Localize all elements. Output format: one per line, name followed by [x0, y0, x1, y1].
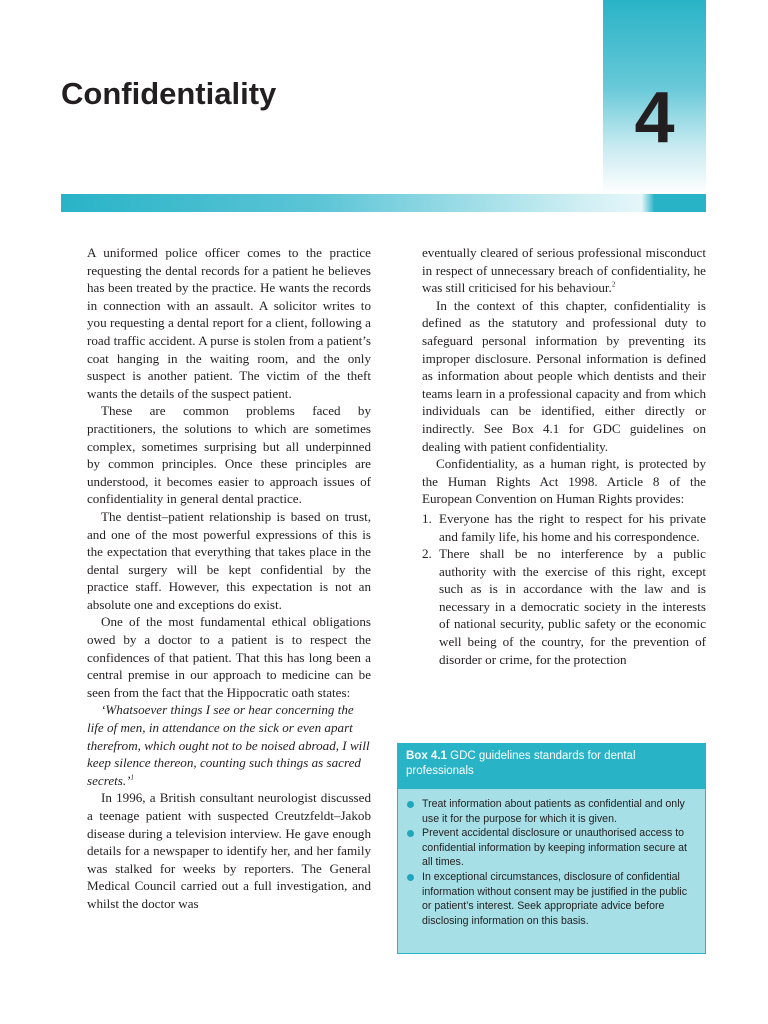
- bullet-icon: [407, 830, 414, 837]
- box-title: GDC guidelines standards for dental professionals: [406, 750, 636, 777]
- bullet-icon: [407, 874, 414, 881]
- list-item: [422, 797, 697, 826]
- list-item: [422, 510, 706, 545]
- box-list: [398, 797, 705, 928]
- paragraph-continuation: [422, 244, 706, 297]
- box-gdc-guidelines: [397, 743, 706, 954]
- hippocratic-quote: [87, 701, 371, 789]
- box-header: [398, 744, 705, 789]
- list-item-text: There shall be no interference by a public authority with the exercise of this right, except such as is in accordance with the law and is necessary in a democratic society in the interests of national security, public safety or the economic well being of the country, for the prevention of disorder or crime, for the protection: [439, 546, 706, 667]
- quote-text: ‘Whatsoever things I see or hear concerning the life of men, in attendance on the sick or even apart therefrom, which ought not to be noised abroad, I will keep silence thereon, counting such things as sacred secrets.’: [87, 702, 370, 788]
- paragraph: These are common problems faced by practitioners, the solutions to which are sometimes complex, sometimes surprising but all underpinned by common principles. Once these principles are understood, it becomes easier to approach issues of confidentiality in general dental practice.: [87, 403, 371, 507]
- chapter-number: 4: [634, 78, 675, 158]
- right-column: [422, 244, 706, 668]
- list-item-text: Everyone has the right to respect for his private and family life, his home and his correspondence.: [439, 510, 706, 544]
- box-label: Box 4.1: [406, 750, 447, 762]
- bullet-icon: [407, 801, 414, 808]
- paragraph: In the context of this chapter, confidentiality is defined as the statutory and professional duty to safeguard personal information by preventing its improper disclosure. Personal information is defined as information about people which dentists and their teams learn in a professional capacity and from which individuals can be identified, either directly or indirectly. See Box 4.1 for GDC guidelines on dealing with patient confidentiality.: [422, 297, 706, 454]
- paragraph: Confidentiality, as a human right, is protected by the Human Rights Act 1998. Article 8 of the European Convention on Human Rights provides:: [422, 456, 706, 507]
- list-item-text: Treat information about patients as confidential and only use it for the purpose for which it is given.: [422, 798, 685, 825]
- list-item-number: 2.: [422, 546, 432, 562]
- article-8-list: [422, 510, 706, 668]
- paragraph: A uniformed police officer comes to the practice requesting the dental records for a patient he believes has been treated by the practice. He wants the records in connection with an assault. A solicitor writes to you requesting a dental report for a client, following a road traffic accident. A purse is stolen from a patient’s coat hanging in the waiting room, and the only suspect is another patient. The victim of the theft wants the details of the suspect patient.: [87, 245, 371, 401]
- paragraph: One of the most fundamental ethical obligations owed by a doctor to a patient is to respect the confidences of that patient. That this has long been a central premise in our approach to medicine can be seen from the fact that the Hippocratic oath states:: [87, 614, 371, 700]
- list-item-number: 1.: [422, 510, 432, 526]
- title-bar: [61, 194, 706, 212]
- left-column: [87, 244, 371, 913]
- list-item: [422, 826, 697, 870]
- list-item-text: Prevent accidental disclosure or unauthorised access to confidential information by keeping information secure at all times.: [422, 827, 687, 869]
- continuation-text: eventually cleared of serious professional misconduct in respect of unnecessary breach of confidentiality, he was still criticised for his behaviour.: [422, 245, 706, 296]
- footnote-ref: 2: [611, 280, 616, 289]
- footnote-ref: 1: [130, 773, 135, 782]
- paragraph: The dentist–patient relationship is based on trust, and one of the most powerful expressions of this is the expectation that everything that takes place in the dental surgery will be kept confidential by the practice staff. However, this expectation is not an absolute one and exceptions do exist.: [87, 508, 371, 612]
- list-item: [422, 545, 706, 668]
- chapter-title: Confidentiality: [61, 76, 277, 111]
- paragraph: In 1996, a British consultant neurologist discussed a teenage patient with suspected Creutzfeldt–Jakob disease during a television interview. He gave enough details for a newspaper to identify her, and her family was stalked for weeks by reporters. The General Medical Council carried out a full investigation, and whilst the doctor was: [87, 790, 371, 911]
- list-item-text: In exceptional circumstances, disclosure of confidential information without consent may be justified in the public or patient’s interest. Seek appropriate advice before disclosing information on this basis.: [422, 870, 687, 927]
- list-item: [422, 870, 697, 928]
